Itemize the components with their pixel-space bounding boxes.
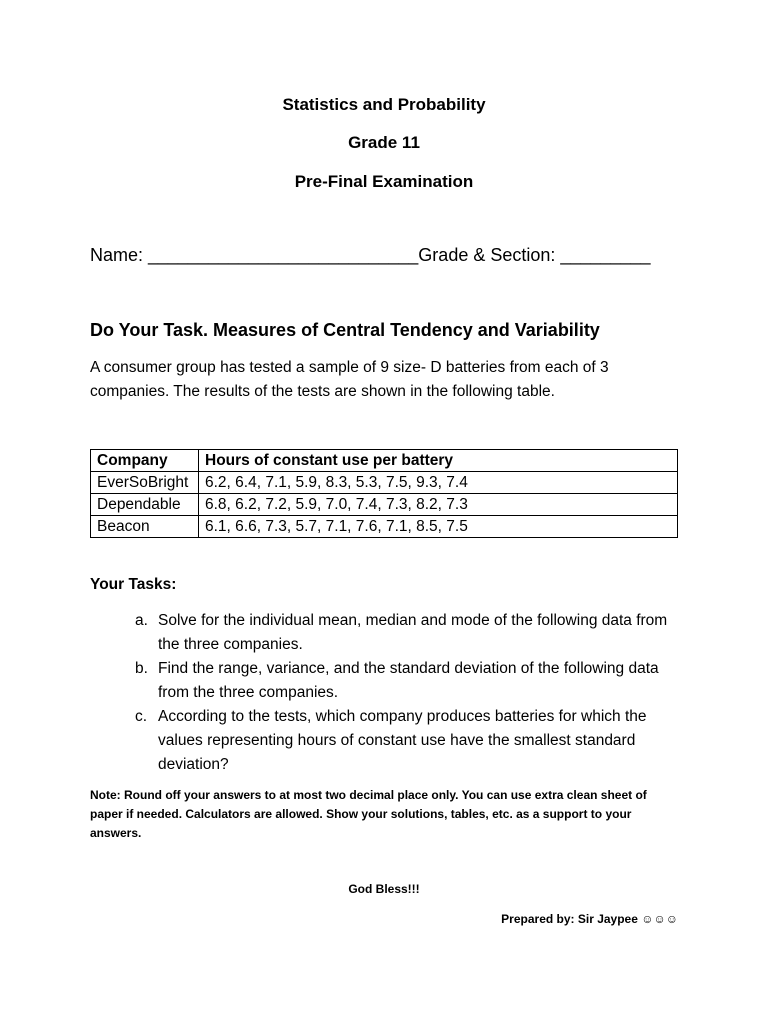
list-marker: c. [135,708,148,725]
intro-paragraph: A consumer group has tested a sample of 9 size- D batteries from each of 3 companies. The results of the tests are shown in the following table. [90,359,609,400]
task-text: According to the tests, which company produces batteries for which the values representing hours of constant use have the smallest standard deviation? [158,708,647,773]
list-marker: a. [135,612,148,629]
prepared-by: Prepared by: Sir Jaypee ☺☺☺ [501,912,678,926]
list-marker: b. [135,660,148,677]
list-item [90,705,680,777]
tasks-heading: Your Tasks: [90,576,177,593]
hours-cell: 6.8, 6.2, 7.2, 5.9, 7.0, 7.4, 7.3, 8.2, 7.3 [199,494,678,516]
battery-data-table [90,449,678,538]
hours-cell: 6.2, 6.4, 7.1, 5.9, 8.3, 5.3, 7.5, 9.3, 7.4 [199,472,678,494]
company-cell: Dependable [91,494,199,516]
section-heading: Do Your Task. Measures of Central Tendency and Variability [90,320,600,340]
table-header-row [91,450,678,472]
table-row [91,516,678,538]
closing-text: God Bless!!! [348,882,420,896]
task-list [90,609,680,777]
student-info-line: Name: ___________________________Grade & Section: _________ [90,245,651,265]
hours-cell: 6.1, 6.6, 7.3, 5.7, 7.1, 7.6, 7.1, 8.5, 7.5 [199,516,678,538]
table-row [91,472,678,494]
list-item [90,609,680,657]
list-item [90,657,680,705]
column-header-company: Company [91,450,199,472]
document-title: Statistics and Probability [282,95,486,114]
exam-note: Note: Round off your answers to at most two decimal place only. You can use extra clean sheet of paper if needed. Calculators are allowed. Show your solutions, tables, etc. as a support to your answers. [90,788,647,840]
task-text: Solve for the individual mean, median and mode of the following data from the three companies. [158,612,668,653]
grade-level: Grade 11 [348,133,420,152]
column-header-hours: Hours of constant use per battery [199,450,678,472]
company-cell: Beacon [91,516,199,538]
exam-name: Pre-Final Examination [294,172,474,191]
company-cell: EverSoBright [91,472,199,494]
task-text: Find the range, variance, and the standard deviation of the following data from the three companies. [158,660,659,701]
table-row [91,494,678,516]
